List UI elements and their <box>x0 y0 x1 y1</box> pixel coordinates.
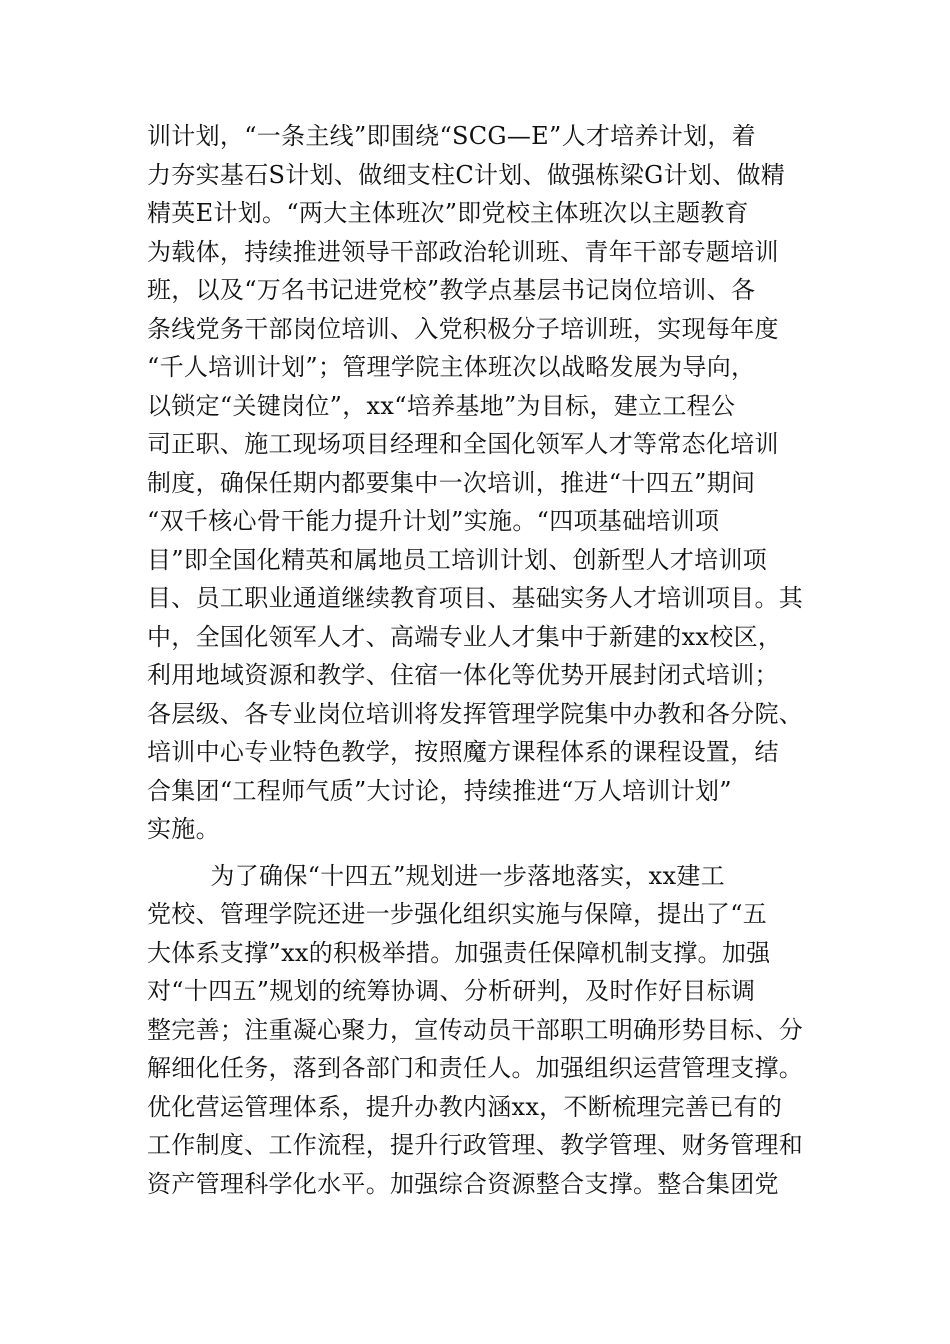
text-line: 目”即全国化精英和属地员工培训计划、创新型人才培训项 <box>147 545 768 574</box>
text-line: 整完善；注重凝心聚力，宣传动员干部职工明确形势目标、分 <box>147 1015 804 1044</box>
text-line: “双千核心骨干能力提升计划”实施。“四项基础培训项 <box>147 507 720 535</box>
text-line: 中，全国化领军人才、高端专业人才集中于新建的xx校区， <box>147 622 783 651</box>
text-line: 目、员工职业通道继续教育项目、基础实务人才培训项目。其 <box>147 584 804 612</box>
text-line: 资产管理科学化水平。加强综合资源整合支撑。整合集团党 <box>147 1169 779 1198</box>
body-text <box>147 117 827 1203</box>
text-line: 合集团“工程师气质”大讨论，持续推进“万人培训计划” <box>147 776 732 805</box>
text-line: 大体系支撑”xx的积极举措。加强责任保障机制支撑。加强 <box>147 938 771 967</box>
text-line: 培训中心专业特色教学，按照魔方课程体系的课程设置，结 <box>147 738 779 766</box>
text-line: 实施。 <box>147 815 220 843</box>
text-line: 为了确保“十四五”规划进一步落地落实，xx建工 <box>147 861 725 890</box>
text-line: 力夯实基石S计划、做细支柱C计划、做强栋梁G计划、做精 <box>147 160 786 189</box>
text-line: 班，以及“万名书记进党校”教学点基层书记岗位培训、各 <box>147 276 756 304</box>
text-line: 为载体，持续推进领导干部政治轮训班、青年干部专题培训 <box>147 237 779 266</box>
text-line: 工作制度、工作流程，提升行政管理、教学管理、财务管理和 <box>147 1131 804 1159</box>
text-line: 以锁定“关键岗位”，xx“培养基地”为目标，建立工程公 <box>147 391 736 420</box>
text-line: 条线党务干部岗位培训、入党积极分子培训班，实现每年度 <box>147 314 779 343</box>
paragraph-gap <box>147 849 827 857</box>
paragraph-1 <box>147 117 827 849</box>
text-line: 优化营运管理体系，提升办教内涵xx，不断梳理完善已有的 <box>147 1092 783 1121</box>
text-line: 精英E计划。“两大主体班次”即党校主体班次以主题教育 <box>147 199 749 227</box>
text-line: 司正职、施工现场项目经理和全国化领军人才等常态化培训 <box>147 430 779 458</box>
text-line: 党校、管理学院还进一步强化组织实施与保障，提出了“五 <box>147 900 768 928</box>
text-line: 训计划，“一条主线”即围绕“SCG—E”人才培养计划，着 <box>147 122 756 150</box>
paragraph-2 <box>147 857 827 1204</box>
text-line: 对“十四五”规划的统筹协调、分析研判，及时作好目标调 <box>147 977 756 1005</box>
text-line: “千人培训计划”；管理学院主体班次以战略发展为导向， <box>147 353 756 381</box>
text-line: 各层级、各专业岗位培训将发挥管理学院集中办教和各分院、 <box>147 699 804 728</box>
text-line: 利用地域资源和教学、住宿一体化等优势开展封闭式培训； <box>147 661 779 689</box>
text-line: 制度，确保任期内都要集中一次培训，推进“十四五”期间 <box>147 468 756 497</box>
text-line: 解细化任务，落到各部门和责任人。加强组织运营管理支撑。 <box>147 1054 804 1082</box>
